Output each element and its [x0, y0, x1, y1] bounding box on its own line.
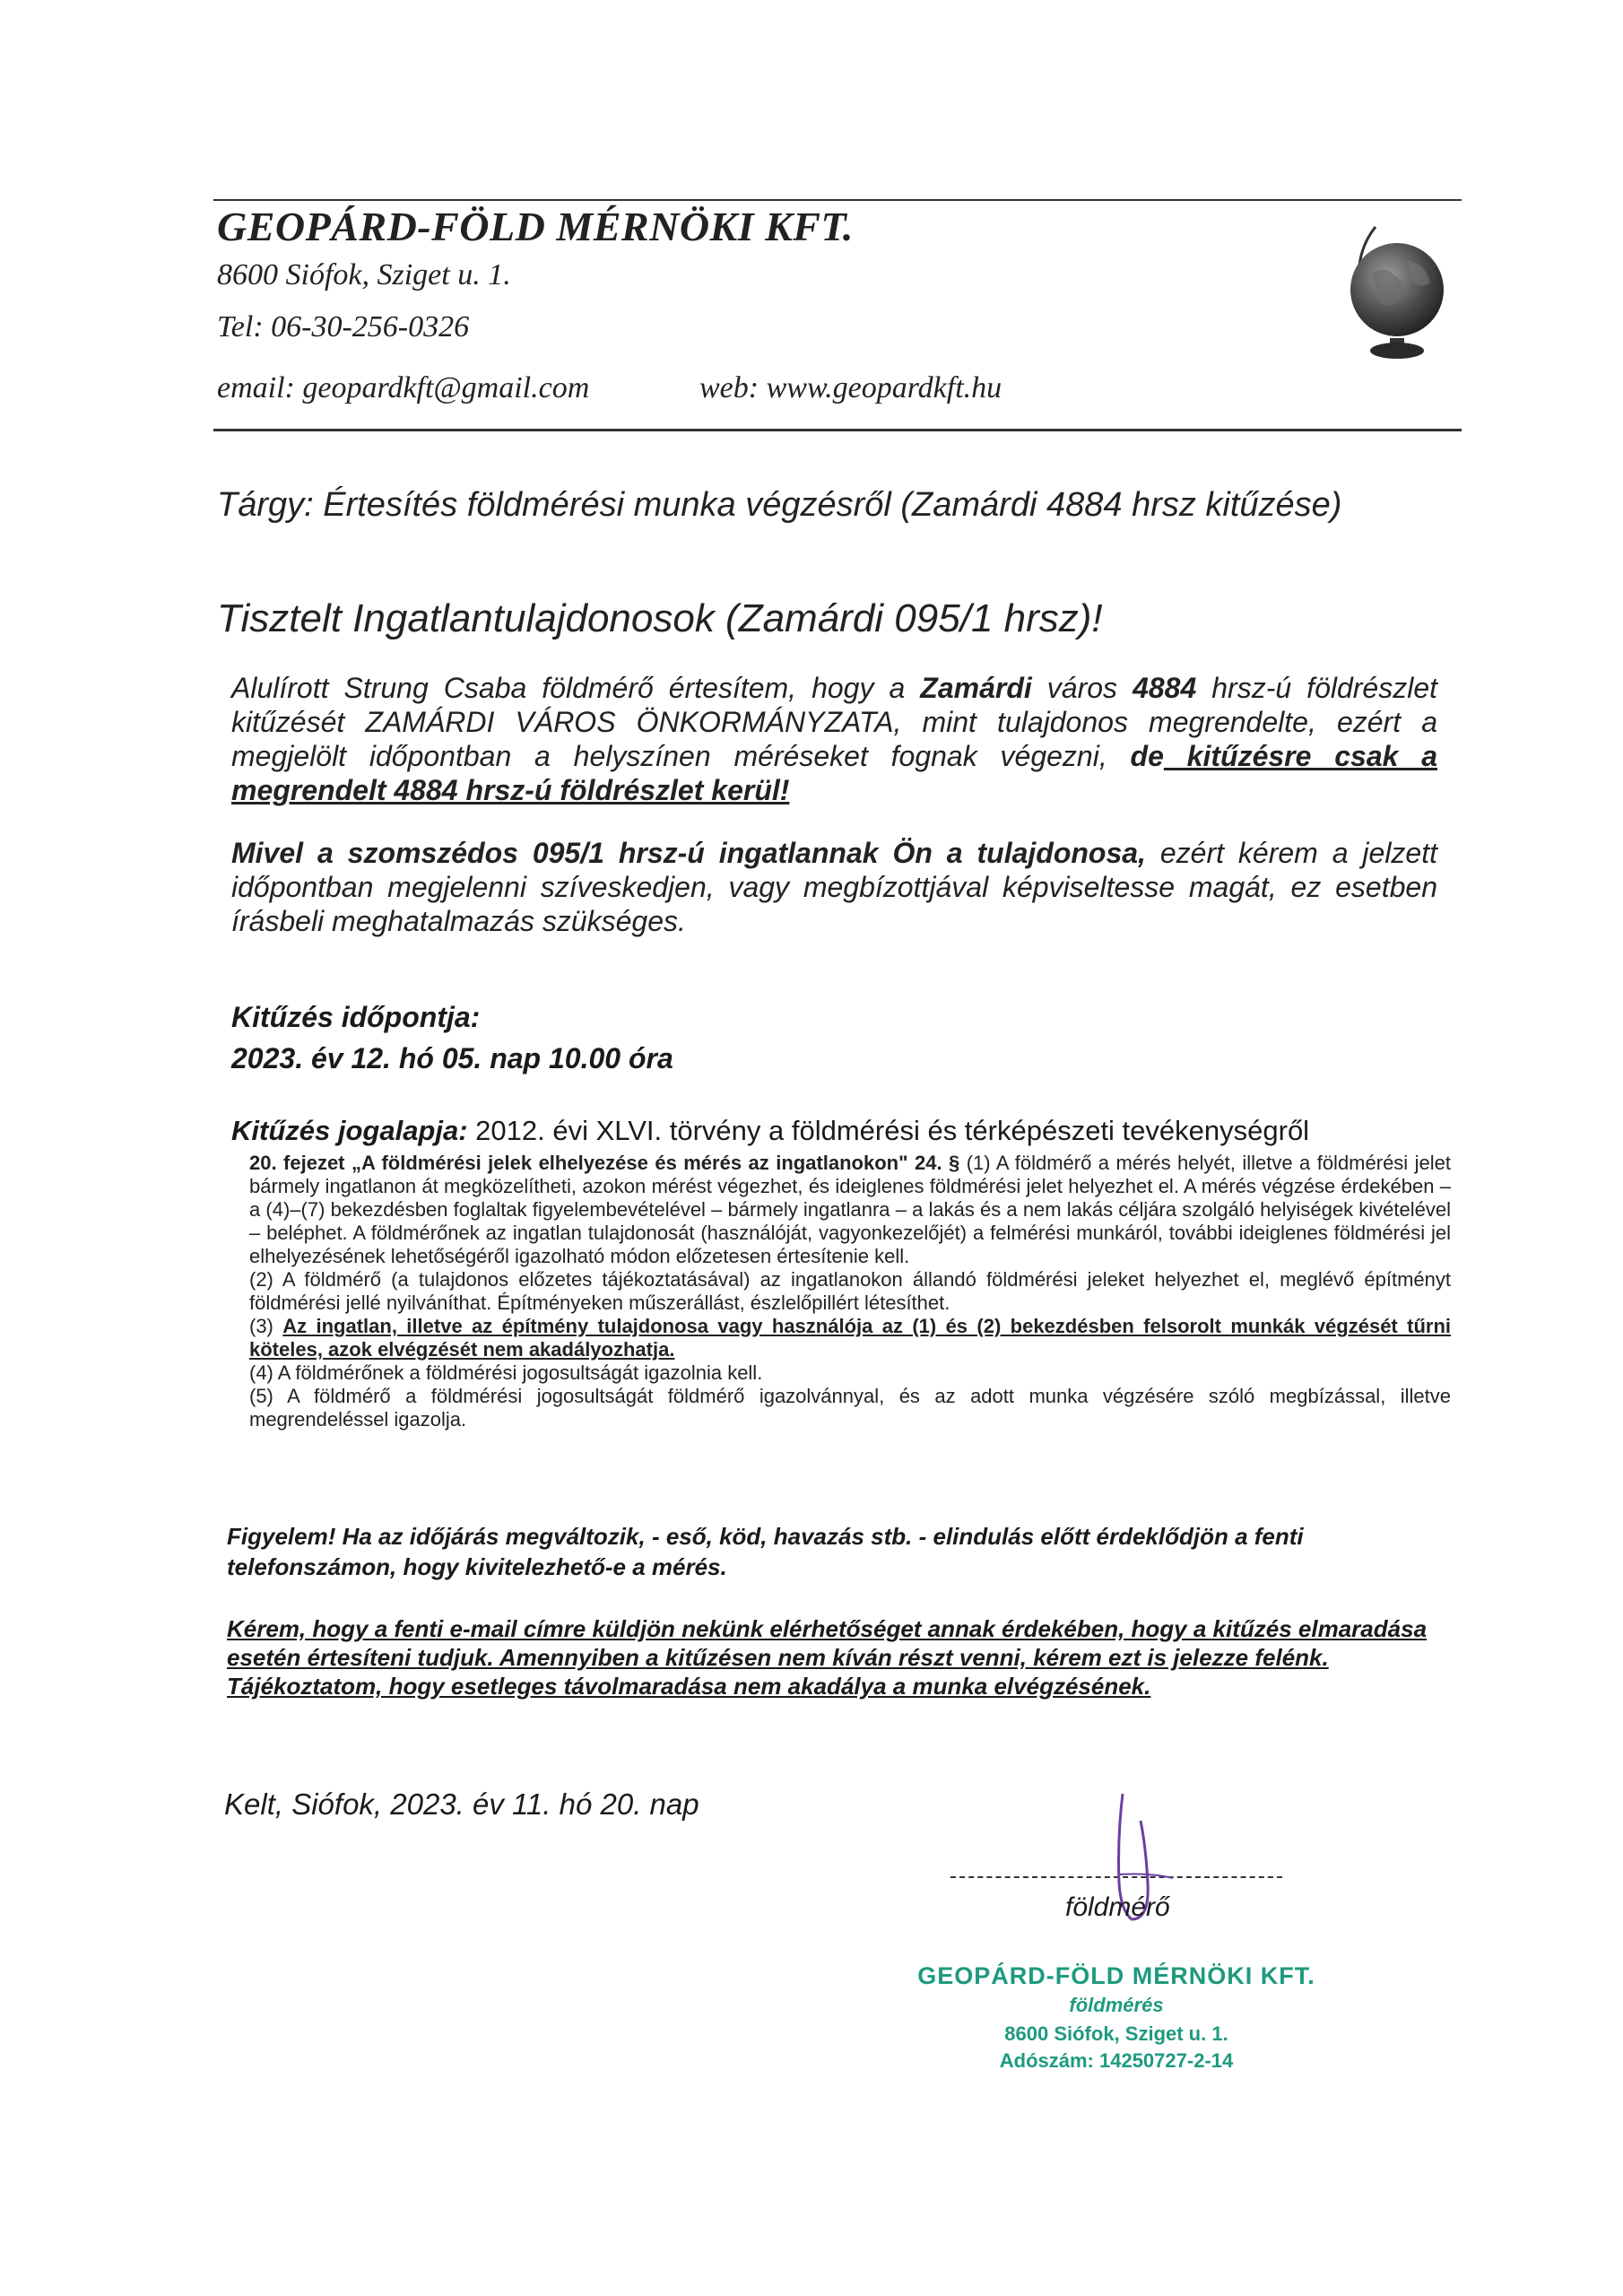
appointment-value: 2023. év 12. hó 05. nap 10.00 óra [231, 1042, 673, 1074]
company-address: 8600 Siófok, Sziget u. 1. [217, 258, 511, 291]
signature-role: földmérő [1065, 1892, 1170, 1922]
company-web: web: www.geopardkft.hu [699, 371, 1002, 404]
greeting: Tisztelt Ingatlantulajdonosok (Zamárdi 095/1 hrsz)! [217, 596, 1103, 640]
paragraph-neighbour [231, 836, 1437, 938]
law-para-2: (2) A földmérő (a tulajdonos előzetes tájékoztatásával) az ingatlanokon állandó földmérési jeleket helyezhet el, meglévő építményt földmérési jellé nyilváníthat. Építményeken műszerállást, észlelőpillért létesíthet. [249, 1268, 1451, 1314]
legal-basis [231, 1115, 1309, 1147]
legal-label: Kitűzés jogalapja: [231, 1115, 468, 1146]
stamp-service: földmérés [1069, 1994, 1164, 2016]
p1-bold-hrsz: 4884 [1133, 672, 1197, 704]
stamp-tax-number: Adószám: 14250727-2-14 [999, 2049, 1234, 2072]
law-para-1 [249, 1152, 1451, 1268]
law-para-5: (5) A földmérő a földmérési jogosultságát földmérő igazolvánnyal, és az adott munka végzésére szóló megbízással, illetve megrendeléssel igazolja. [249, 1385, 1451, 1431]
header-top-rule [213, 199, 1462, 201]
law-p3-prefix: (3) [249, 1315, 283, 1337]
stamp-address: 8600 Siófok, Sziget u. 1. [1004, 2022, 1228, 2045]
p1-text-1: Alulírott Strung Csaba földmérő értesítem, hogy a [231, 672, 921, 704]
law-p1: (1) A földmérő a mérés helyét, illetve a földmérési jelet bármely ingatlanon át megközelítheti, azokon mérést végezhet, és ideiglenes földmérési jelet helyezhet el. A mérés végzése érdekében – a (4)–(7) bekezdésben foglaltak figyelembevételével – bármely ingatlanra – a lakás és a nem lakás céljára szolgáló helyiségek kivételével – beléphet. A földmérőnek az ingatlan tulajdonosát (használóját, vagyonkezelőjét) a felmérési munkáról, további ideiglenes földmérési jel elhelyezésének lehetőségéről igazolható módon előzetesen értesítenie kell. [249, 1152, 1451, 1267]
weather-warning: Figyelem! Ha az időjárás megváltozik, - eső, köd, havazás stb. - elindulás előtt érdeklődjön a fenti telefonszámon, hogy kivitelezhető-e a mérés. [227, 1523, 1304, 1580]
company-phone: Tel: 06-30-256-0326 [217, 310, 470, 344]
p1-text-2: város [1031, 672, 1133, 704]
p1-underlined: kitűzésre csak a megrendelt 4884 hrsz-ú földrészlet kerül! [231, 740, 1438, 806]
appointment-label: Kitűzés időpontja: [231, 1001, 481, 1033]
law-excerpt [249, 1152, 1451, 1431]
p1-bold-town: Zamárdi [920, 672, 1032, 704]
paragraph-notice [231, 671, 1437, 807]
law-chapter: 20. fejezet „A földmérési jelek elhelyezése és mérés az ingatlanokon" 24. § [249, 1152, 960, 1174]
subject-line: Tárgy: Értesítés földmérési munka végzésről (Zamárdi 4884 hrsz kitűzése) [217, 486, 1342, 524]
p2-text: ezért kérem a jelzett időpontban megjelenni szíveskedjen, vagy megbízottjával képviseltesse magát, ez esetben írásbeli meghatalmazás szükséges. [231, 837, 1437, 937]
contact-request: Kérem, hogy a fenti e-mail címre küldjön nekünk elérhetőséget annak érdekében, hogy a kitűzés elmaradása esetén értesíteni tudjuk. Amennyiben a kitűzésen nem kíván részt venni, kérem ezt is jelezze felénk. Tájékoztatom, hogy esetleges távolmaradása nem akadálya a munka elvégzésének. [227, 1615, 1428, 1700]
company-email: email: geopardkft@gmail.com [217, 371, 590, 404]
header-bottom-rule [213, 429, 1462, 431]
p1-bold-de: de [1130, 740, 1164, 772]
globe-icon [1345, 220, 1453, 363]
company-name: GEOPÁRD-FÖLD MÉRNÖKI KFT. [217, 204, 854, 249]
dated-line: Kelt, Siófok, 2023. év 11. hó 20. nap [224, 1787, 699, 1821]
stamp-company: GEOPÁRD-FÖLD MÉRNÖKI KFT. [917, 1962, 1315, 1989]
law-para-4: (4) A földmérőnek a földmérési jogosultságát igazolnia kell. [249, 1361, 763, 1384]
p1-text-3: hrsz-ú földrészlet kitűzését ZAMÁRDI VÁROS ÖNKORMÁNYZATA, mint tulajdonos megrendelte, ezért a megjelölt időpontban a helyszínen méréseket fognak végezni, [231, 672, 1438, 772]
legal-text: 2012. évi XLVI. törvény a földmérési és térképészeti tevékenységről [467, 1115, 1310, 1146]
p2-bold: Mivel a szomszédos 095/1 hrsz-ú ingatlannak Ön a tulajdonosa, [231, 837, 1146, 869]
law-p3-underlined: Az ingatlan, illetve az építmény tulajdonosa vagy használója az (1) és (2) bekezdésben felsorolt munkák végzését tűrni köteles, azok elvégzését nem akadályozhatja. [249, 1315, 1451, 1361]
law-para-3 [249, 1315, 1451, 1361]
company-stamp [915, 1962, 1318, 2073]
